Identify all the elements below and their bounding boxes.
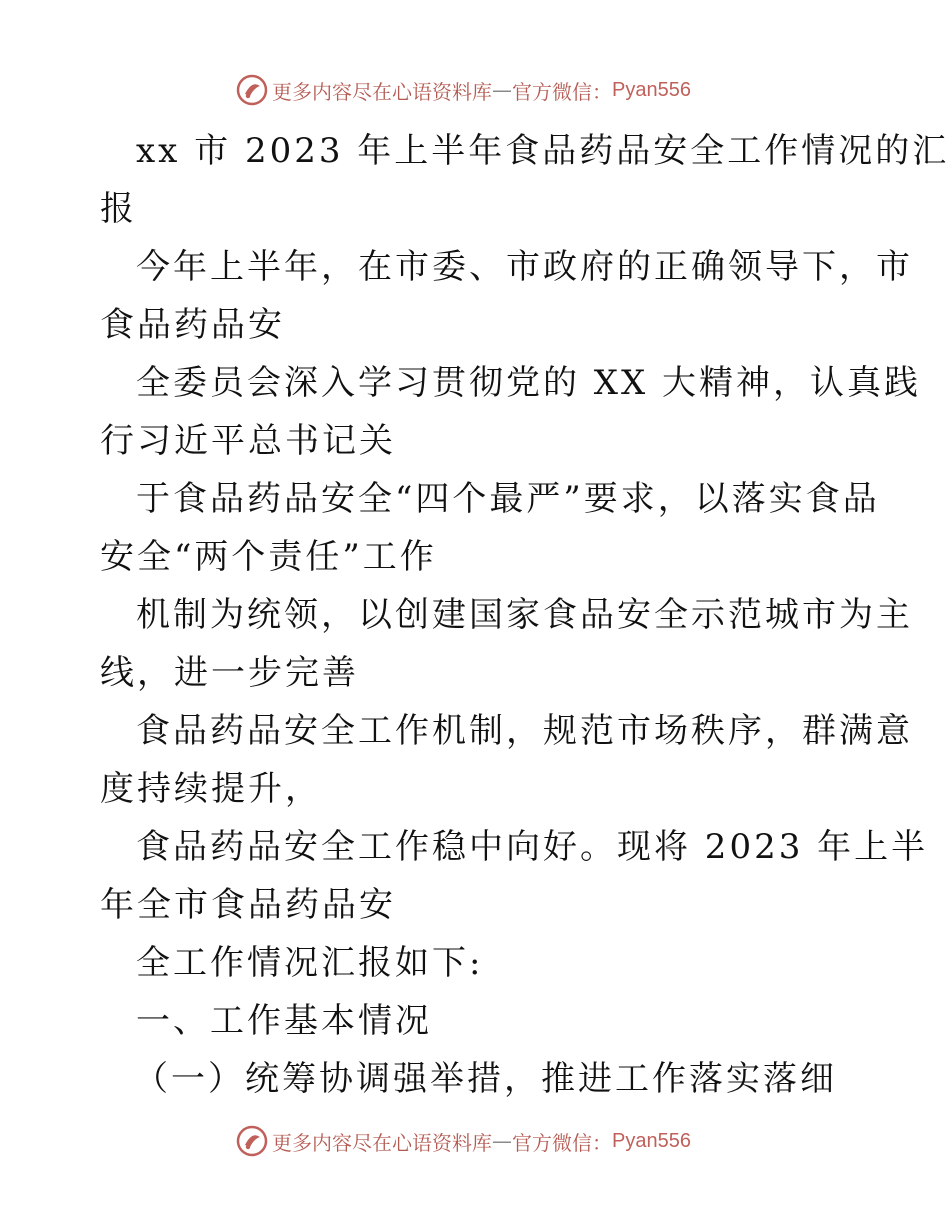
subsection-heading: （一）统筹协调强举措，推进工作落实落细 bbox=[134, 1059, 837, 1099]
paragraph-line: 于食品药品安全“四个最严”要求，以落实食品 bbox=[136, 479, 880, 519]
brand-logo-icon bbox=[236, 74, 268, 106]
document-title-line-1: xx 市 2023 年上半年食品药品安全工作情况的汇 bbox=[136, 131, 950, 171]
header-watermark bbox=[236, 73, 691, 107]
document-title-line-2: 报 bbox=[100, 189, 137, 229]
paragraph-line: 食品药品安全工作稳中向好。现将 2023 年上半 bbox=[136, 827, 929, 867]
watermark-wechat-label: 官方微信： bbox=[512, 79, 612, 104]
footer-watermark bbox=[236, 1124, 691, 1158]
paragraph-line: 安全“两个责任”工作 bbox=[100, 537, 437, 577]
paragraph-line: 行习近平总书记关 bbox=[100, 421, 396, 461]
paragraph-line: 食品药品安全工作机制，规范市场秩序，群满意 bbox=[136, 711, 913, 751]
paragraph-line: 年全市食品药品安 bbox=[100, 885, 396, 925]
watermark-separator: — bbox=[492, 1129, 512, 1153]
paragraph-line: 今年上半年，在市委、市政府的正确领导下，市 bbox=[136, 247, 913, 287]
paragraph-line: 全委员会深入学习贯彻党的 XX 大精神，认真践 bbox=[136, 363, 922, 403]
paragraph-line: 全工作情况汇报如下: bbox=[136, 943, 484, 983]
watermark-main-text: 更多内容尽在心语资料库 bbox=[272, 1130, 492, 1155]
paragraph-line: 度持续提升， bbox=[100, 769, 322, 809]
watermark-separator: — bbox=[492, 78, 512, 102]
watermark-account: Pyan556 bbox=[612, 78, 691, 101]
paragraph-line: 食品药品安 bbox=[100, 305, 285, 345]
watermark-wechat-label: 官方微信： bbox=[512, 1130, 612, 1155]
watermark-account: Pyan556 bbox=[612, 1129, 691, 1152]
paragraph-line: 线，进一步完善 bbox=[100, 653, 359, 693]
watermark-main-text: 更多内容尽在心语资料库 bbox=[272, 79, 492, 104]
paragraph-line: 机制为统领，以创建国家食品安全示范城市为主 bbox=[136, 595, 913, 635]
brand-logo-icon bbox=[236, 1125, 268, 1157]
document-body bbox=[100, 122, 950, 1108]
section-heading: 一、工作基本情况 bbox=[136, 1001, 432, 1041]
